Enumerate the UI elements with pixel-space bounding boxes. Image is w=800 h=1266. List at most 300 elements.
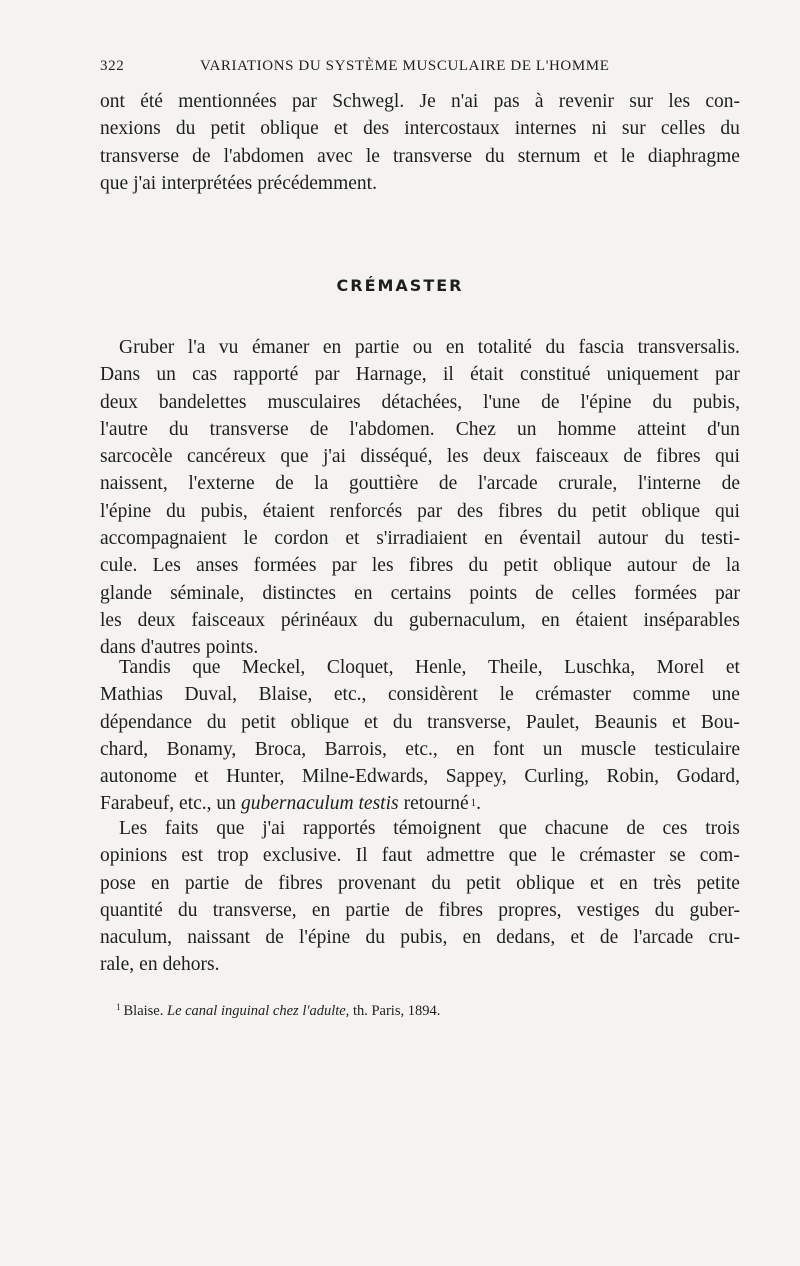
word: ces xyxy=(662,818,688,839)
footnote-author: Blaise. xyxy=(123,1003,164,1019)
word: Harnage, xyxy=(355,364,427,386)
word: transverse xyxy=(209,418,289,440)
running-title: VARIATIONS DU SYSTÈME MUSCULAIRE DE L'HOMME xyxy=(200,58,610,74)
word: émaner xyxy=(251,337,310,358)
word: un xyxy=(542,738,563,760)
word: qui xyxy=(714,500,740,522)
word: qui xyxy=(715,446,740,468)
word: fibres xyxy=(408,555,454,577)
word: rapporté xyxy=(233,364,299,386)
word: du xyxy=(206,711,227,733)
word: précédemment. xyxy=(257,172,377,194)
word: rapportés xyxy=(302,818,376,839)
word: j'ai xyxy=(133,172,157,194)
word: et xyxy=(725,657,740,678)
text-line xyxy=(100,709,740,736)
word: celles xyxy=(571,582,617,604)
word: deux xyxy=(482,446,521,468)
word: internes xyxy=(514,118,577,140)
word: il xyxy=(442,364,454,386)
word: partie xyxy=(354,337,400,358)
word: était xyxy=(470,364,504,386)
word: de xyxy=(623,446,642,468)
word: comme xyxy=(632,684,691,706)
word: périnéaux xyxy=(280,609,358,631)
word: points. xyxy=(205,637,259,659)
word: de xyxy=(599,927,619,949)
text-line xyxy=(100,389,740,416)
text-run: Farabeuf, etc., un xyxy=(100,793,236,815)
word: pubis, xyxy=(692,391,740,413)
text-line xyxy=(100,815,740,842)
word: en xyxy=(484,528,503,550)
word: Theile, xyxy=(487,657,543,678)
word: en xyxy=(445,337,465,358)
word: petit xyxy=(210,118,246,140)
paragraph-2 xyxy=(100,654,740,818)
word: com- xyxy=(699,845,740,867)
word: étaient xyxy=(262,500,315,522)
text-line xyxy=(100,951,740,978)
word: vu xyxy=(218,337,239,358)
word: et xyxy=(345,528,360,550)
word: fibres xyxy=(438,899,483,921)
word: quantité xyxy=(100,899,163,921)
word: transverse xyxy=(100,145,180,167)
word: par xyxy=(417,500,443,522)
word: du xyxy=(545,337,565,358)
word: du xyxy=(557,500,577,522)
word: Mathias xyxy=(100,684,163,706)
word: du xyxy=(166,500,186,522)
word: propres, xyxy=(498,899,562,921)
word: Chez xyxy=(455,418,496,440)
word: faisceaux xyxy=(535,446,609,468)
word: autour xyxy=(598,528,648,550)
word: naissent, xyxy=(100,473,168,495)
word: l'interne xyxy=(637,473,701,495)
page-number: 322 xyxy=(100,58,125,74)
word: Godard, xyxy=(676,766,740,788)
word: et xyxy=(194,766,209,788)
word: disséqué, xyxy=(360,446,433,468)
word: et xyxy=(671,711,687,733)
word: un xyxy=(517,418,537,440)
word: opinions xyxy=(100,845,168,867)
word: oblique xyxy=(260,118,319,140)
word: certains xyxy=(390,582,452,604)
word: accompagnaient xyxy=(100,528,227,550)
word: n'ai xyxy=(451,91,479,112)
word: cas xyxy=(192,364,218,386)
word: Dans xyxy=(100,364,141,386)
word: l'épine xyxy=(580,391,632,413)
word: petit xyxy=(241,711,276,733)
word: du xyxy=(392,711,413,733)
text-line xyxy=(100,654,740,681)
word: la xyxy=(314,473,329,495)
word: j'ai xyxy=(322,446,346,468)
word: le xyxy=(499,684,514,706)
word: intercostaux xyxy=(404,118,500,140)
word: autonome xyxy=(100,766,177,788)
word: glande xyxy=(100,582,152,604)
word: partie xyxy=(184,872,230,894)
word: Gruber xyxy=(119,337,175,358)
word: des xyxy=(457,500,484,522)
word: du xyxy=(468,555,489,577)
word: cancéreux xyxy=(186,446,266,468)
word: petit xyxy=(466,872,501,894)
footnote xyxy=(116,1002,440,1020)
word: du xyxy=(654,899,675,921)
word: fibres xyxy=(278,872,323,894)
word: celles xyxy=(660,118,706,140)
word: en xyxy=(139,954,158,976)
text-line xyxy=(100,470,740,497)
word: Schwegl. xyxy=(332,91,405,112)
word: par xyxy=(331,555,357,577)
text-line xyxy=(100,870,740,897)
word: Blaise, xyxy=(258,684,313,706)
word: que xyxy=(100,172,129,194)
word: détachées, xyxy=(381,391,463,413)
word: fibres xyxy=(498,500,543,522)
word: provenant xyxy=(338,872,416,894)
word: Henle, xyxy=(414,657,467,678)
word: transverse xyxy=(393,145,473,167)
text-line xyxy=(100,924,740,951)
word: con- xyxy=(705,91,740,112)
word: l'a xyxy=(187,337,206,358)
word: Milne-Edwards, xyxy=(302,766,429,788)
text-line xyxy=(100,842,740,869)
paragraph-3 xyxy=(100,815,740,979)
word: Bou- xyxy=(700,711,740,733)
text-line xyxy=(100,334,740,361)
word: du xyxy=(178,899,198,921)
word: atteint xyxy=(637,418,686,440)
word: de xyxy=(244,872,263,894)
word: l'épine xyxy=(100,500,152,522)
footnote-title: Le canal inguinal chez l'adulte, xyxy=(167,1003,350,1019)
word: faits xyxy=(164,818,199,839)
word: du xyxy=(485,145,505,167)
word: de xyxy=(405,899,424,921)
word: trois xyxy=(705,818,740,839)
word: les xyxy=(100,609,122,631)
word: les xyxy=(371,555,394,577)
word: revenir xyxy=(558,91,615,112)
word: séminale, xyxy=(170,582,245,604)
word: en xyxy=(456,738,475,760)
word: Luschka, xyxy=(564,657,636,678)
word: avec xyxy=(317,145,353,167)
word: de xyxy=(692,555,711,577)
word: petit xyxy=(503,555,538,577)
word: en xyxy=(462,927,481,949)
word: l'une xyxy=(483,391,521,413)
word: faisceaux xyxy=(191,609,265,631)
word: à xyxy=(534,91,544,112)
word: pose xyxy=(100,872,136,894)
word: inséparables xyxy=(643,609,740,631)
word: oblique xyxy=(516,872,575,894)
word: transverse, xyxy=(212,899,297,921)
word: en xyxy=(311,899,331,921)
word: exclusive. xyxy=(262,845,342,867)
word: pubis, xyxy=(400,927,448,949)
word: Robin, xyxy=(606,766,660,788)
word: par xyxy=(292,91,317,112)
text-line xyxy=(100,416,740,443)
word: que xyxy=(280,446,309,468)
word: ni xyxy=(591,118,607,140)
word: la xyxy=(725,555,740,577)
word: testi- xyxy=(701,528,740,550)
word: est xyxy=(181,845,204,867)
text-line xyxy=(100,443,740,470)
word: formées xyxy=(253,555,317,577)
word: que xyxy=(192,657,221,678)
word: crurale, xyxy=(558,473,618,495)
text-line xyxy=(100,143,740,170)
word: font xyxy=(493,738,525,760)
word: dans xyxy=(100,637,136,659)
word: naissant xyxy=(187,927,251,949)
word: Les xyxy=(152,555,181,577)
word: etc., xyxy=(405,738,438,760)
word: témoignent xyxy=(393,818,482,839)
word: bandelettes xyxy=(158,391,247,413)
word: étaient xyxy=(575,609,628,631)
running-head xyxy=(100,58,740,82)
word: que xyxy=(498,818,527,839)
word: uniquement xyxy=(606,364,699,386)
word: de xyxy=(275,473,294,495)
word: chacune xyxy=(544,818,609,839)
word: testiculaire xyxy=(654,738,740,760)
word: et xyxy=(589,872,605,894)
word: j'ai xyxy=(262,818,286,839)
word: du xyxy=(664,528,685,550)
word: rale, xyxy=(100,954,135,976)
text-line xyxy=(100,580,740,607)
text-line xyxy=(100,88,740,115)
word: l'épine xyxy=(299,927,351,949)
word: distinctes xyxy=(262,582,337,604)
word: homme xyxy=(557,418,617,440)
word: que xyxy=(216,818,245,839)
word: gouttière xyxy=(348,473,419,495)
word: de xyxy=(438,473,458,495)
text-line xyxy=(100,115,740,142)
word: du xyxy=(175,118,196,140)
text-line xyxy=(100,607,740,634)
word: mentionnées xyxy=(178,91,277,112)
word: et xyxy=(593,145,608,167)
word: un xyxy=(156,364,176,386)
word: cordon xyxy=(274,528,329,550)
word: le xyxy=(243,528,258,550)
word: en xyxy=(354,582,373,604)
word: transversalis. xyxy=(637,337,740,358)
text-run: retourné xyxy=(403,793,469,815)
word: en xyxy=(322,337,342,358)
word: ont xyxy=(100,91,125,112)
word: faut xyxy=(381,845,413,867)
word: par xyxy=(314,364,340,386)
word: l'arcade xyxy=(633,927,694,949)
word: dedans, xyxy=(496,927,556,949)
word: deux xyxy=(137,609,176,631)
word: et xyxy=(363,711,379,733)
word: du xyxy=(652,391,672,413)
word: de xyxy=(309,418,329,440)
word: chard, xyxy=(100,738,149,760)
word: pubis, xyxy=(200,500,248,522)
word: le xyxy=(620,145,635,167)
word: naculum, xyxy=(100,927,173,949)
word: deux xyxy=(100,391,138,413)
word: petit xyxy=(591,500,627,522)
word: que xyxy=(508,845,537,867)
word: du xyxy=(169,418,189,440)
word: l'arcade xyxy=(477,473,538,495)
word: Les xyxy=(119,818,148,839)
word: vestiges xyxy=(576,899,640,921)
word: dehors. xyxy=(162,954,220,976)
word: sternum xyxy=(517,145,581,167)
word: transverse, xyxy=(427,711,512,733)
word: éventail xyxy=(519,528,582,550)
word: anses xyxy=(196,555,239,577)
word: d'autres xyxy=(140,637,201,659)
word: diaphragme xyxy=(647,145,740,167)
footnote-rest: th. Paris, 1894. xyxy=(352,1003,441,1019)
word: points xyxy=(469,582,518,604)
footnote-marker: 1 xyxy=(116,1002,121,1012)
word: cule. xyxy=(100,555,138,577)
text-line xyxy=(100,361,740,388)
word: Il xyxy=(355,845,368,867)
word: le xyxy=(551,845,566,867)
word: Morel xyxy=(656,657,705,678)
word: Hunter, xyxy=(226,766,285,788)
word: fibres xyxy=(656,446,701,468)
word: gubernaculum, xyxy=(409,609,526,631)
text-line xyxy=(100,681,740,708)
word: des xyxy=(363,118,390,140)
footnote-reference: 1 xyxy=(470,797,477,810)
word: oblique xyxy=(553,555,612,577)
word: de xyxy=(265,927,284,949)
text-run: . xyxy=(476,793,481,815)
word: Sappey, xyxy=(445,766,507,788)
word: crémaster xyxy=(579,845,656,867)
word: par xyxy=(715,582,740,604)
word: musculaires xyxy=(267,391,361,413)
word: sur xyxy=(621,118,646,140)
paragraph-1 xyxy=(100,334,740,662)
word: oblique xyxy=(290,711,350,733)
intro-paragraph xyxy=(100,88,740,197)
word: Broca, xyxy=(254,738,307,760)
word: Barrois, xyxy=(324,738,387,760)
word: Curling, xyxy=(524,766,589,788)
word: sarcocèle xyxy=(100,446,173,468)
word: de xyxy=(626,818,645,839)
text-line xyxy=(100,763,740,790)
word: crémaster xyxy=(535,684,612,706)
text-line xyxy=(100,736,740,763)
word: fascia xyxy=(578,337,625,358)
word: totalité xyxy=(477,337,532,358)
text-line xyxy=(100,552,740,579)
word: en xyxy=(619,872,638,894)
word: une xyxy=(711,684,740,706)
word: de xyxy=(721,473,740,495)
word: du xyxy=(720,118,740,140)
word: guber- xyxy=(689,899,740,921)
word: de xyxy=(535,582,554,604)
word: l'abdomen xyxy=(223,145,305,167)
word: Meckel, xyxy=(241,657,306,678)
word: ou xyxy=(412,337,433,358)
word: oblique xyxy=(641,500,700,522)
word: admettre xyxy=(426,845,495,867)
word: Je xyxy=(419,91,436,112)
word: Paulet, xyxy=(525,711,580,733)
word: se xyxy=(669,845,686,867)
word: du xyxy=(373,609,394,631)
word: pas xyxy=(493,91,520,112)
text-line xyxy=(100,498,740,525)
word: partie xyxy=(345,899,390,921)
word: dépendance xyxy=(100,711,193,733)
word: du xyxy=(365,927,385,949)
word: trop xyxy=(217,845,249,867)
word: les xyxy=(446,446,469,468)
word: très xyxy=(653,872,682,894)
word: en xyxy=(151,872,170,894)
text-line xyxy=(100,790,740,817)
word: muscle xyxy=(580,738,637,760)
word: les xyxy=(668,91,691,112)
word: d'un xyxy=(707,418,740,440)
word: interprétées xyxy=(161,172,253,194)
italic-term: gubernaculum testis xyxy=(240,793,399,815)
word: renforcés xyxy=(329,500,403,522)
word: et xyxy=(333,118,348,140)
word: Duval, xyxy=(184,684,237,706)
word: nexions xyxy=(100,118,161,140)
word: sur xyxy=(629,91,654,112)
word: Beaunis xyxy=(594,711,658,733)
word: petite xyxy=(696,872,740,894)
word: s'irradiaient xyxy=(376,528,468,550)
word: Tandis xyxy=(119,657,171,678)
word: été xyxy=(140,91,163,112)
word: formées xyxy=(634,582,697,604)
word: autour xyxy=(627,555,677,577)
word: cru- xyxy=(708,927,740,949)
word: de xyxy=(541,391,560,413)
word: par xyxy=(715,364,740,386)
text-line xyxy=(100,897,740,924)
section-title: CRÉMASTER xyxy=(336,276,464,295)
word: de xyxy=(192,145,211,167)
